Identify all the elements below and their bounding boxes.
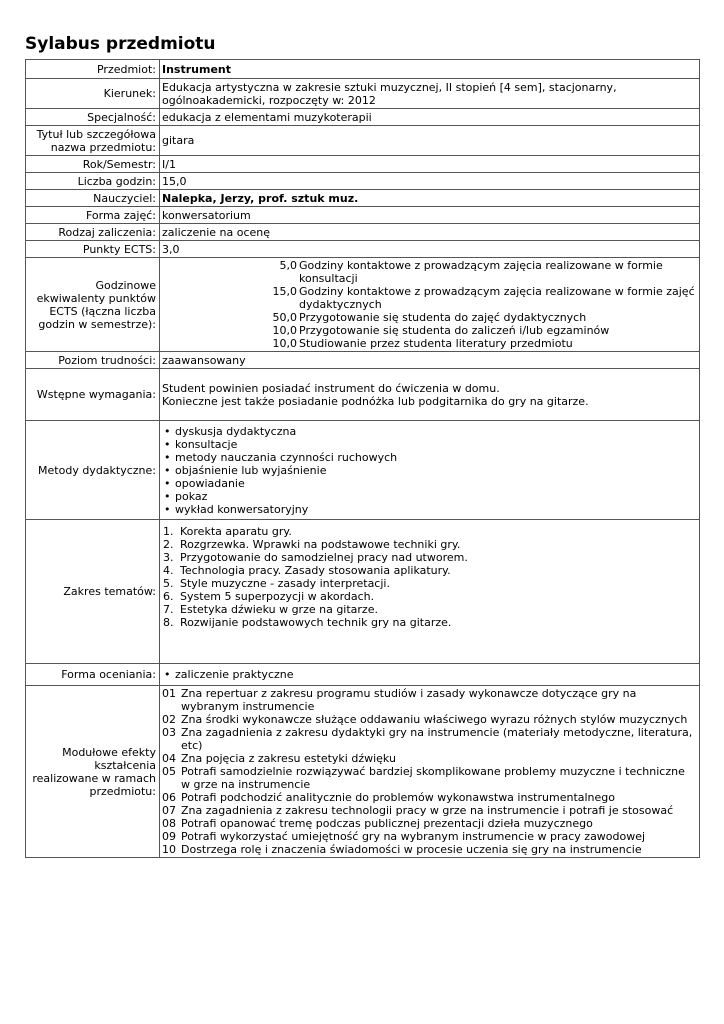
outcome-code: 07 (162, 804, 176, 817)
requirement-line: Student powinien posiadać instrument do ćwiczenia w domu. (162, 381, 500, 395)
value-rok: I/1 (160, 156, 700, 173)
row-poziom (26, 352, 700, 369)
outcome-code: 09 (162, 830, 176, 843)
list-item (162, 590, 697, 603)
label-wstepne: Wstępne wymagania: (26, 369, 160, 421)
outcome-code: 03 (162, 726, 176, 739)
value-forma: konwersatorium (160, 207, 700, 224)
ects-hours-text: Przygotowanie się studenta do zajęć dydaktycznych (299, 311, 587, 324)
list-item (162, 538, 697, 551)
row-ocena (26, 664, 700, 686)
ects-hours-value: 50,0 (272, 311, 297, 324)
label-godziny: Liczba godzin: (26, 173, 160, 190)
list-item: • objaśnienie lub wyjaśnienie (162, 464, 697, 477)
list-item (162, 577, 697, 590)
row-godziny (26, 173, 700, 190)
list-item: • metody nauczania czynności ruchowych (162, 451, 697, 464)
topic-text: Korekta aparatu gry. (180, 525, 292, 538)
label-poziom: Poziom trudności: (26, 352, 160, 369)
list-item (162, 525, 697, 538)
topic-text: Rozgrzewka. Wprawki na podstawowe techniki gry. (180, 538, 461, 551)
label-rodzaj: Rodzaj zaliczenia: (26, 224, 160, 241)
outcome-text: Potrafi opanować tremę podczas publicznej prezentacji dzieła muzycznego (181, 817, 593, 830)
topic-text: Estetyka dźwieku w grze na gitarze. (180, 603, 378, 616)
value-metody (160, 421, 700, 520)
list-item (162, 791, 697, 804)
ects-hours-value: 10,0 (272, 337, 297, 350)
row-ects (26, 241, 700, 258)
outcome-code: 01 (162, 687, 176, 700)
outcome-code: 02 (162, 713, 176, 726)
outcome-text: Zna środki wykonawcze służące oddawaniu właściwego wyrazu różnych stylów muzycznych (181, 713, 688, 726)
label-godzinowe: Godzinowe ekwiwalenty punktów ECTS (łączna liczba godzin w semestrze): (26, 258, 160, 352)
ects-hours-text: Godziny kontaktowe z prowadzącym zajęcia realizowane w formie konsultacji (299, 259, 663, 285)
list-item (162, 603, 697, 616)
row-nauczyciel (26, 190, 700, 207)
ects-hours-value: 5,0 (279, 259, 297, 272)
outcome-text: Zna zagadnienia z zakresu technologii pracy w grze na instrumencie i potrafi je stosować (181, 804, 674, 817)
topic-text: Technologia pracy. Zasady stosowania aplikatury. (180, 564, 451, 577)
ects-hours-text: Przygotowanie się studenta do zaliczeń i/lub egzaminów (299, 324, 610, 337)
outcome-text: Dostrzega rolę i znaczenia świadomości w procesie uczenia się gry na instrumencie (181, 843, 642, 856)
list-item (162, 830, 697, 843)
requirement-line: Konieczne jest także posiadanie podnóżka lub podgitarnika do gry na gitarze. (162, 394, 589, 408)
topic-number: 8. (163, 616, 174, 629)
row-efekty (26, 686, 700, 858)
row-rodzaj (26, 224, 700, 241)
ects-hours-item (162, 285, 697, 311)
ects-hours-value: 10,0 (272, 324, 297, 337)
value-godziny: 15,0 (160, 173, 700, 190)
outcome-code: 04 (162, 752, 176, 765)
ects-hours-value: 15,0 (272, 285, 297, 298)
list-item (162, 616, 697, 629)
label-zakres: Zakres tematów: (26, 520, 160, 664)
outcome-text: Potrafi podchodzić analitycznie do problemów wykonawstwa instrumentalnego (181, 791, 616, 804)
ects-hours-item (162, 324, 697, 337)
list-item (162, 804, 697, 817)
value-ects: 3,0 (160, 241, 700, 258)
topic-text: Przygotowanie do samodzielnej pracy nad utworem. (180, 551, 468, 564)
row-rok (26, 156, 700, 173)
topic-number: 5. (163, 577, 174, 590)
list-item (162, 713, 697, 726)
outcome-code: 05 (162, 765, 176, 778)
value-tytul: gitara (160, 126, 700, 156)
row-forma (26, 207, 700, 224)
list-item (162, 551, 697, 564)
label-nauczyciel: Nauczyciel: (26, 190, 160, 207)
list-item (162, 687, 697, 713)
value-poziom: zaawansowany (160, 352, 700, 369)
label-metody: Metody dydaktyczne: (26, 421, 160, 520)
topics-list (162, 525, 697, 629)
outcome-text: Potrafi wykorzystać umiejętność gry na wybranym instrumencie w pracy zawodowej (181, 830, 646, 843)
topic-text: System 5 superpozycji w akordach. (180, 590, 375, 603)
row-tytul (26, 126, 700, 156)
page-title: Sylabus przedmiotu (25, 34, 216, 54)
list-item: • wykład konwersatoryjny (162, 503, 697, 516)
list-item (162, 843, 697, 856)
outcome-text: Zna repertuar z zakresu programu studiów i zasady wykonawcze dotyczące gry na wybranym instrumencie (181, 687, 637, 713)
label-efekty: Modułowe efekty kształcenia realizowane w ramach przedmiotu: (26, 686, 160, 858)
label-kierunek: Kierunek: (26, 79, 160, 109)
methods-list (162, 425, 697, 516)
ects-hours-item (162, 337, 697, 350)
value-ocena (160, 664, 700, 686)
value-przedmiot: Instrument (160, 60, 700, 79)
value-specjalnosc: edukacja z elementami muzykoterapii (160, 109, 700, 126)
topic-text: Style muzyczne - zasady interpretacji. (180, 577, 390, 590)
outcome-text: Potrafi samodzielnie rozwiązywać bardziej skomplikowane problemy muzyczne i techniczne w grze na instrumencie (181, 765, 685, 791)
label-ocena: Forma oceniania: (26, 664, 160, 686)
outcome-text: Zna pojęcia z zakresu estetyki dźwięku (181, 752, 396, 765)
list-item: • pokaz (162, 490, 697, 503)
ects-hours-text: Godziny kontaktowe z prowadzącym zajęcia realizowane w formie zajęć dydaktycznych (299, 285, 695, 311)
value-zakres (160, 520, 700, 664)
label-ects: Punkty ECTS: (26, 241, 160, 258)
outcome-code: 06 (162, 791, 176, 804)
ects-hours-item (162, 311, 697, 324)
list-item (162, 752, 697, 765)
ects-hours-text: Studiowanie przez studenta literatury przedmiotu (299, 337, 573, 350)
list-item: • dyskusja dydaktyczna (162, 425, 697, 438)
value-godzinowe (160, 258, 700, 352)
syllabus-table (25, 59, 700, 858)
row-zakres (26, 520, 700, 664)
label-przedmiot: Przedmiot: (26, 60, 160, 79)
label-tytul: Tytuł lub szczegółowa nazwa przedmiotu: (26, 126, 160, 156)
topic-number: 3. (163, 551, 174, 564)
list-item: • zaliczenie praktyczne (162, 668, 697, 681)
value-wstepne (160, 369, 700, 421)
row-metody (26, 421, 700, 520)
row-wstepne (26, 369, 700, 421)
topic-number: 2. (163, 538, 174, 551)
list-item (162, 765, 697, 791)
row-godzinowe (26, 258, 700, 352)
topic-number: 7. (163, 603, 174, 616)
list-item (162, 564, 697, 577)
value-efekty (160, 686, 700, 858)
assessment-list (162, 668, 697, 681)
topic-number: 4. (163, 564, 174, 577)
row-przedmiot (26, 60, 700, 79)
list-item: • opowiadanie (162, 477, 697, 490)
row-kierunek (26, 79, 700, 109)
list-item: • konsultacje (162, 438, 697, 451)
label-rok: Rok/Semestr: (26, 156, 160, 173)
topic-number: 6. (163, 590, 174, 603)
label-specjalnosc: Specjalność: (26, 109, 160, 126)
outcome-code: 10 (162, 843, 176, 856)
value-rodzaj: zaliczenie na ocenę (160, 224, 700, 241)
outcome-code: 08 (162, 817, 176, 830)
outcome-text: Zna zagadnienia z zakresu dydaktyki gry na instrumencie (materiały metodyczne, literatura, etc) (181, 726, 693, 752)
row-specjalnosc (26, 109, 700, 126)
ects-hours-item (162, 259, 697, 285)
value-kierunek: Edukacja artystyczna w zakresie sztuki muzycznej, II stopień [4 sem], stacjonarny, ogólnoakademicki, rozpoczęty w: 2012 (160, 79, 700, 109)
list-item (162, 817, 697, 830)
label-forma: Forma zajęć: (26, 207, 160, 224)
list-item (162, 726, 697, 752)
value-nauczyciel: Nalepka, Jerzy, prof. sztuk muz. (160, 190, 700, 207)
topic-number: 1. (163, 525, 174, 538)
topic-text: Rozwijanie podstawowych technik gry na gitarze. (180, 616, 452, 629)
